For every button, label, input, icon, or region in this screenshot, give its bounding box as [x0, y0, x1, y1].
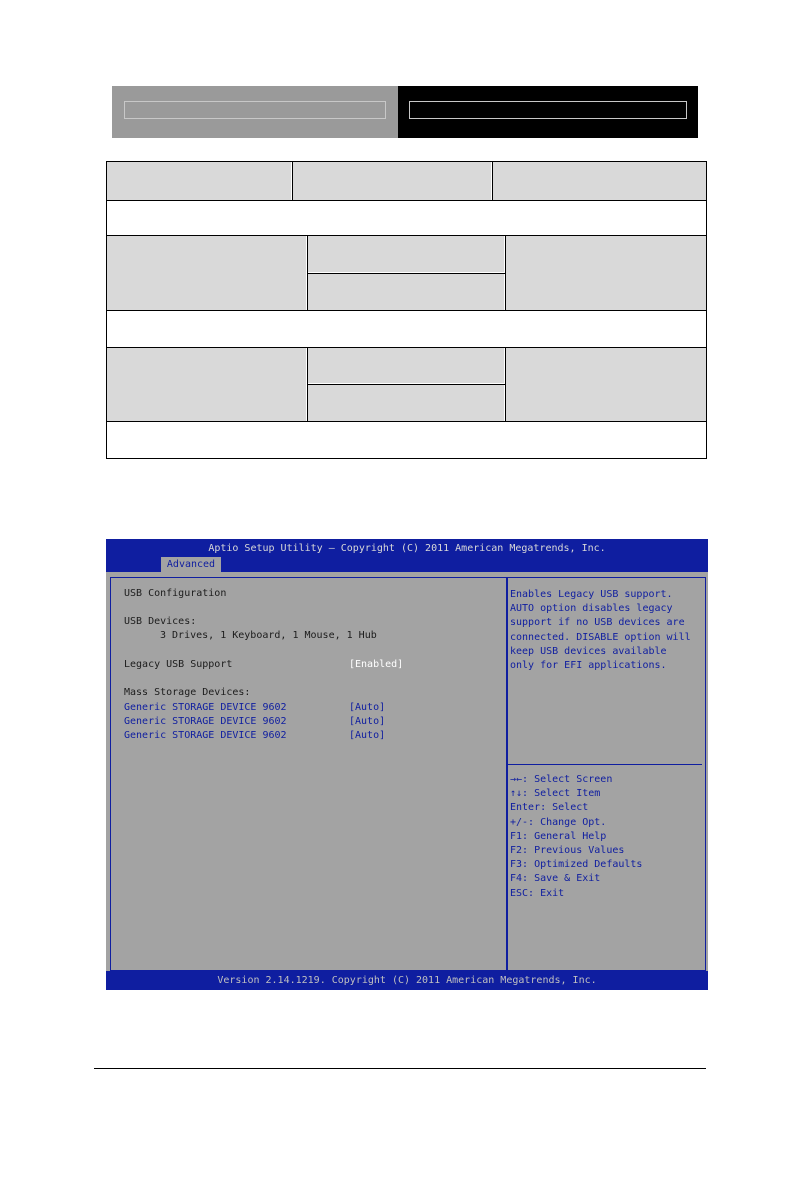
key-hint: F3: Optimized Defaults	[510, 859, 643, 871]
header-left-field	[124, 101, 386, 119]
help-line: AUTO option disables legacy	[510, 603, 673, 615]
bios-panel-divider	[506, 577, 508, 971]
mass-storage-device-name[interactable]: Generic STORAGE DEVICE 9602	[124, 716, 287, 727]
header-left-panel	[112, 86, 398, 138]
help-text	[510, 588, 704, 673]
section-title: USB Configuration	[124, 588, 227, 599]
mass-storage-device-value[interactable]: [Auto]	[349, 702, 386, 713]
table-header-cell	[493, 162, 706, 200]
key-hint: ESC: Exit	[510, 887, 565, 899]
table-option-cell	[506, 236, 706, 310]
key-legend	[510, 773, 704, 901]
help-line: keep USB devices available	[510, 645, 667, 657]
table-header-cell	[107, 162, 291, 200]
bios-help-divider	[508, 764, 702, 765]
key-hint: F2: Previous Values	[510, 845, 625, 857]
key-hint: F1: General Help	[510, 830, 607, 842]
usb-devices-label: USB Devices:	[124, 616, 197, 627]
bios-setup-screen	[106, 539, 708, 990]
help-line: Enables Legacy USB support.	[510, 589, 673, 600]
help-line: support if no USB devices are	[510, 617, 685, 629]
key-hint: +/-: Change Opt.	[510, 816, 607, 828]
bios-footer: Version 2.14.1219. Copyright (C) 2011 American Megatrends, Inc.	[217, 975, 597, 986]
key-hint: ↑↓: Select Item	[510, 788, 601, 800]
mass-storage-device-value[interactable]: [Auto]	[349, 730, 386, 741]
table-option-cell	[506, 348, 706, 421]
table-option-cell	[107, 348, 306, 421]
help-line: only for EFI applications.	[510, 660, 667, 672]
tab-advanced[interactable]: Advanced	[161, 557, 221, 572]
mass-storage-device-name[interactable]: Generic STORAGE DEVICE 9602	[124, 702, 287, 713]
table-option-cell	[308, 348, 504, 383]
table-option-cell	[308, 385, 504, 421]
legacy-usb-support-value[interactable]: [Enabled]	[349, 659, 404, 670]
table-header-cell	[293, 162, 491, 200]
mass-storage-device-name[interactable]: Generic STORAGE DEVICE 9602	[124, 730, 287, 741]
header-right-panel	[398, 86, 698, 138]
mass-storage-label: Mass Storage Devices:	[124, 687, 251, 698]
usb-devices-value: 3 Drives, 1 Keyboard, 1 Mouse, 1 Hub	[160, 630, 377, 641]
legacy-usb-support-label[interactable]: Legacy USB Support	[124, 659, 233, 670]
table-option-cell	[107, 236, 306, 310]
options-table	[106, 161, 707, 459]
key-hint: F4: Save & Exit	[510, 873, 601, 885]
mass-storage-device-value[interactable]: [Auto]	[349, 716, 386, 727]
table-option-cell	[308, 236, 504, 272]
key-hint: →←: Select Screen	[510, 774, 613, 785]
document-header-bar	[112, 86, 698, 138]
help-line: connected. DISABLE option will	[510, 631, 691, 643]
bios-title: Aptio Setup Utility – Copyright (C) 2011 American Megatrends, Inc.	[208, 543, 606, 554]
header-right-field	[409, 101, 687, 119]
page-footer-rule	[94, 1068, 706, 1069]
key-hint: Enter: Select	[510, 802, 589, 814]
table-option-cell	[308, 274, 504, 310]
